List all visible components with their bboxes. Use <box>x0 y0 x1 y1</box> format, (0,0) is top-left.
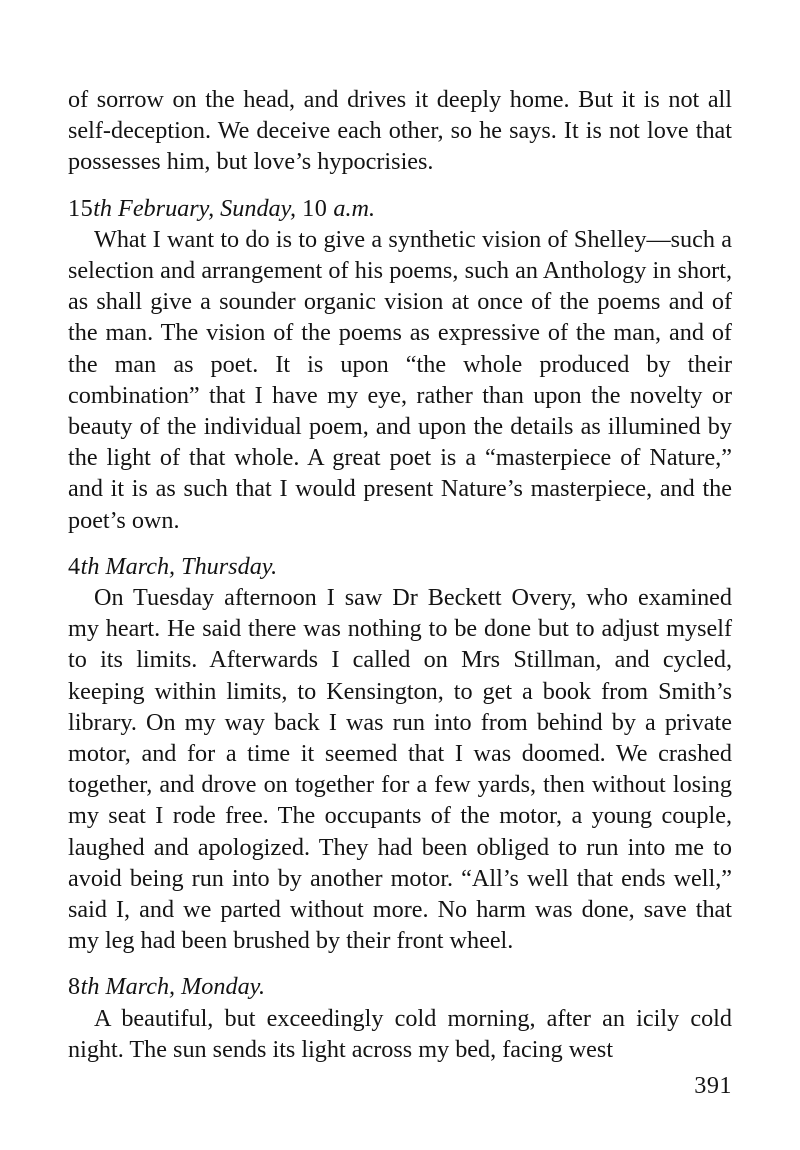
entry-paragraph: What I want to do is to give a synthetic vision of Shelley—such a selection and arrangement of his poems, such an Anthology in short, as shall give a sounder organic vision at once of the poems and of the man. The vision of the poems as expressive of the man, and of the man as poet. It is upon “the whole produced by their combination” that I have my eye, rather than upon the novelty or beauty of the individual poem, and upon the details as illumined by the light of that whole. A great poet is a “masterpiece of Nature,” and it is as such that I would present Nature’s masterpiece, and the poet’s own. <box>68 225 732 534</box>
entry-date-number: 15 <box>68 194 94 222</box>
page-number: 391 <box>694 1072 732 1099</box>
entry-date <box>68 551 732 582</box>
diary-entry-february-15 <box>68 193 732 536</box>
opening-paragraph: of sorrow on the head, and drives it deeply home. But it is not all self-deception. We deceive each other, so he says. It is not love that possesses him, but love’s hypocrisies. <box>68 86 732 176</box>
entry-date-text: th February, Sunday, <box>93 194 297 222</box>
entry-date-text: th March, Monday. <box>80 973 266 1001</box>
entry-paragraph: On Tuesday afternoon I saw Dr Beckett Overy, who examined my heart. He said there was nothing to be done but to adjust myself to its limits. Afterwards I called on Mrs Stillman, and cycled, keeping within limits, to Kensington, to get a book from Smith’s library. On my way back I was run into from behind by a private motor, and for a time it seemed that I was doomed. We crashed together, and drove on together for a few yards, then without losing my seat I rode free. The occupants of the motor, a young couple, laughed and apologized. They had been obliged to run into me to avoid being run into by another motor. “All’s well that ends well,” said I, and we parted without more. No harm was done, save that my leg had been brushed by their front wheel. <box>68 584 732 955</box>
entry-date-number: 8 <box>68 973 81 1001</box>
entry-date <box>68 971 732 1002</box>
page-body <box>68 84 732 1065</box>
diary-entry-march-4 <box>68 551 732 957</box>
entry-date-text: th March, Thursday. <box>80 552 278 580</box>
diary-entry-march-8 <box>68 971 732 1065</box>
entry-time-number: 10 <box>302 194 328 222</box>
entry-time-text: a.m. <box>333 194 376 222</box>
entry-date-number: 4 <box>68 552 81 580</box>
entry-date <box>68 193 732 224</box>
entry-paragraph: A beautiful, but exceedingly cold morning, after an icily cold night. The sun sends its light across my bed, facing west <box>68 1004 732 1063</box>
